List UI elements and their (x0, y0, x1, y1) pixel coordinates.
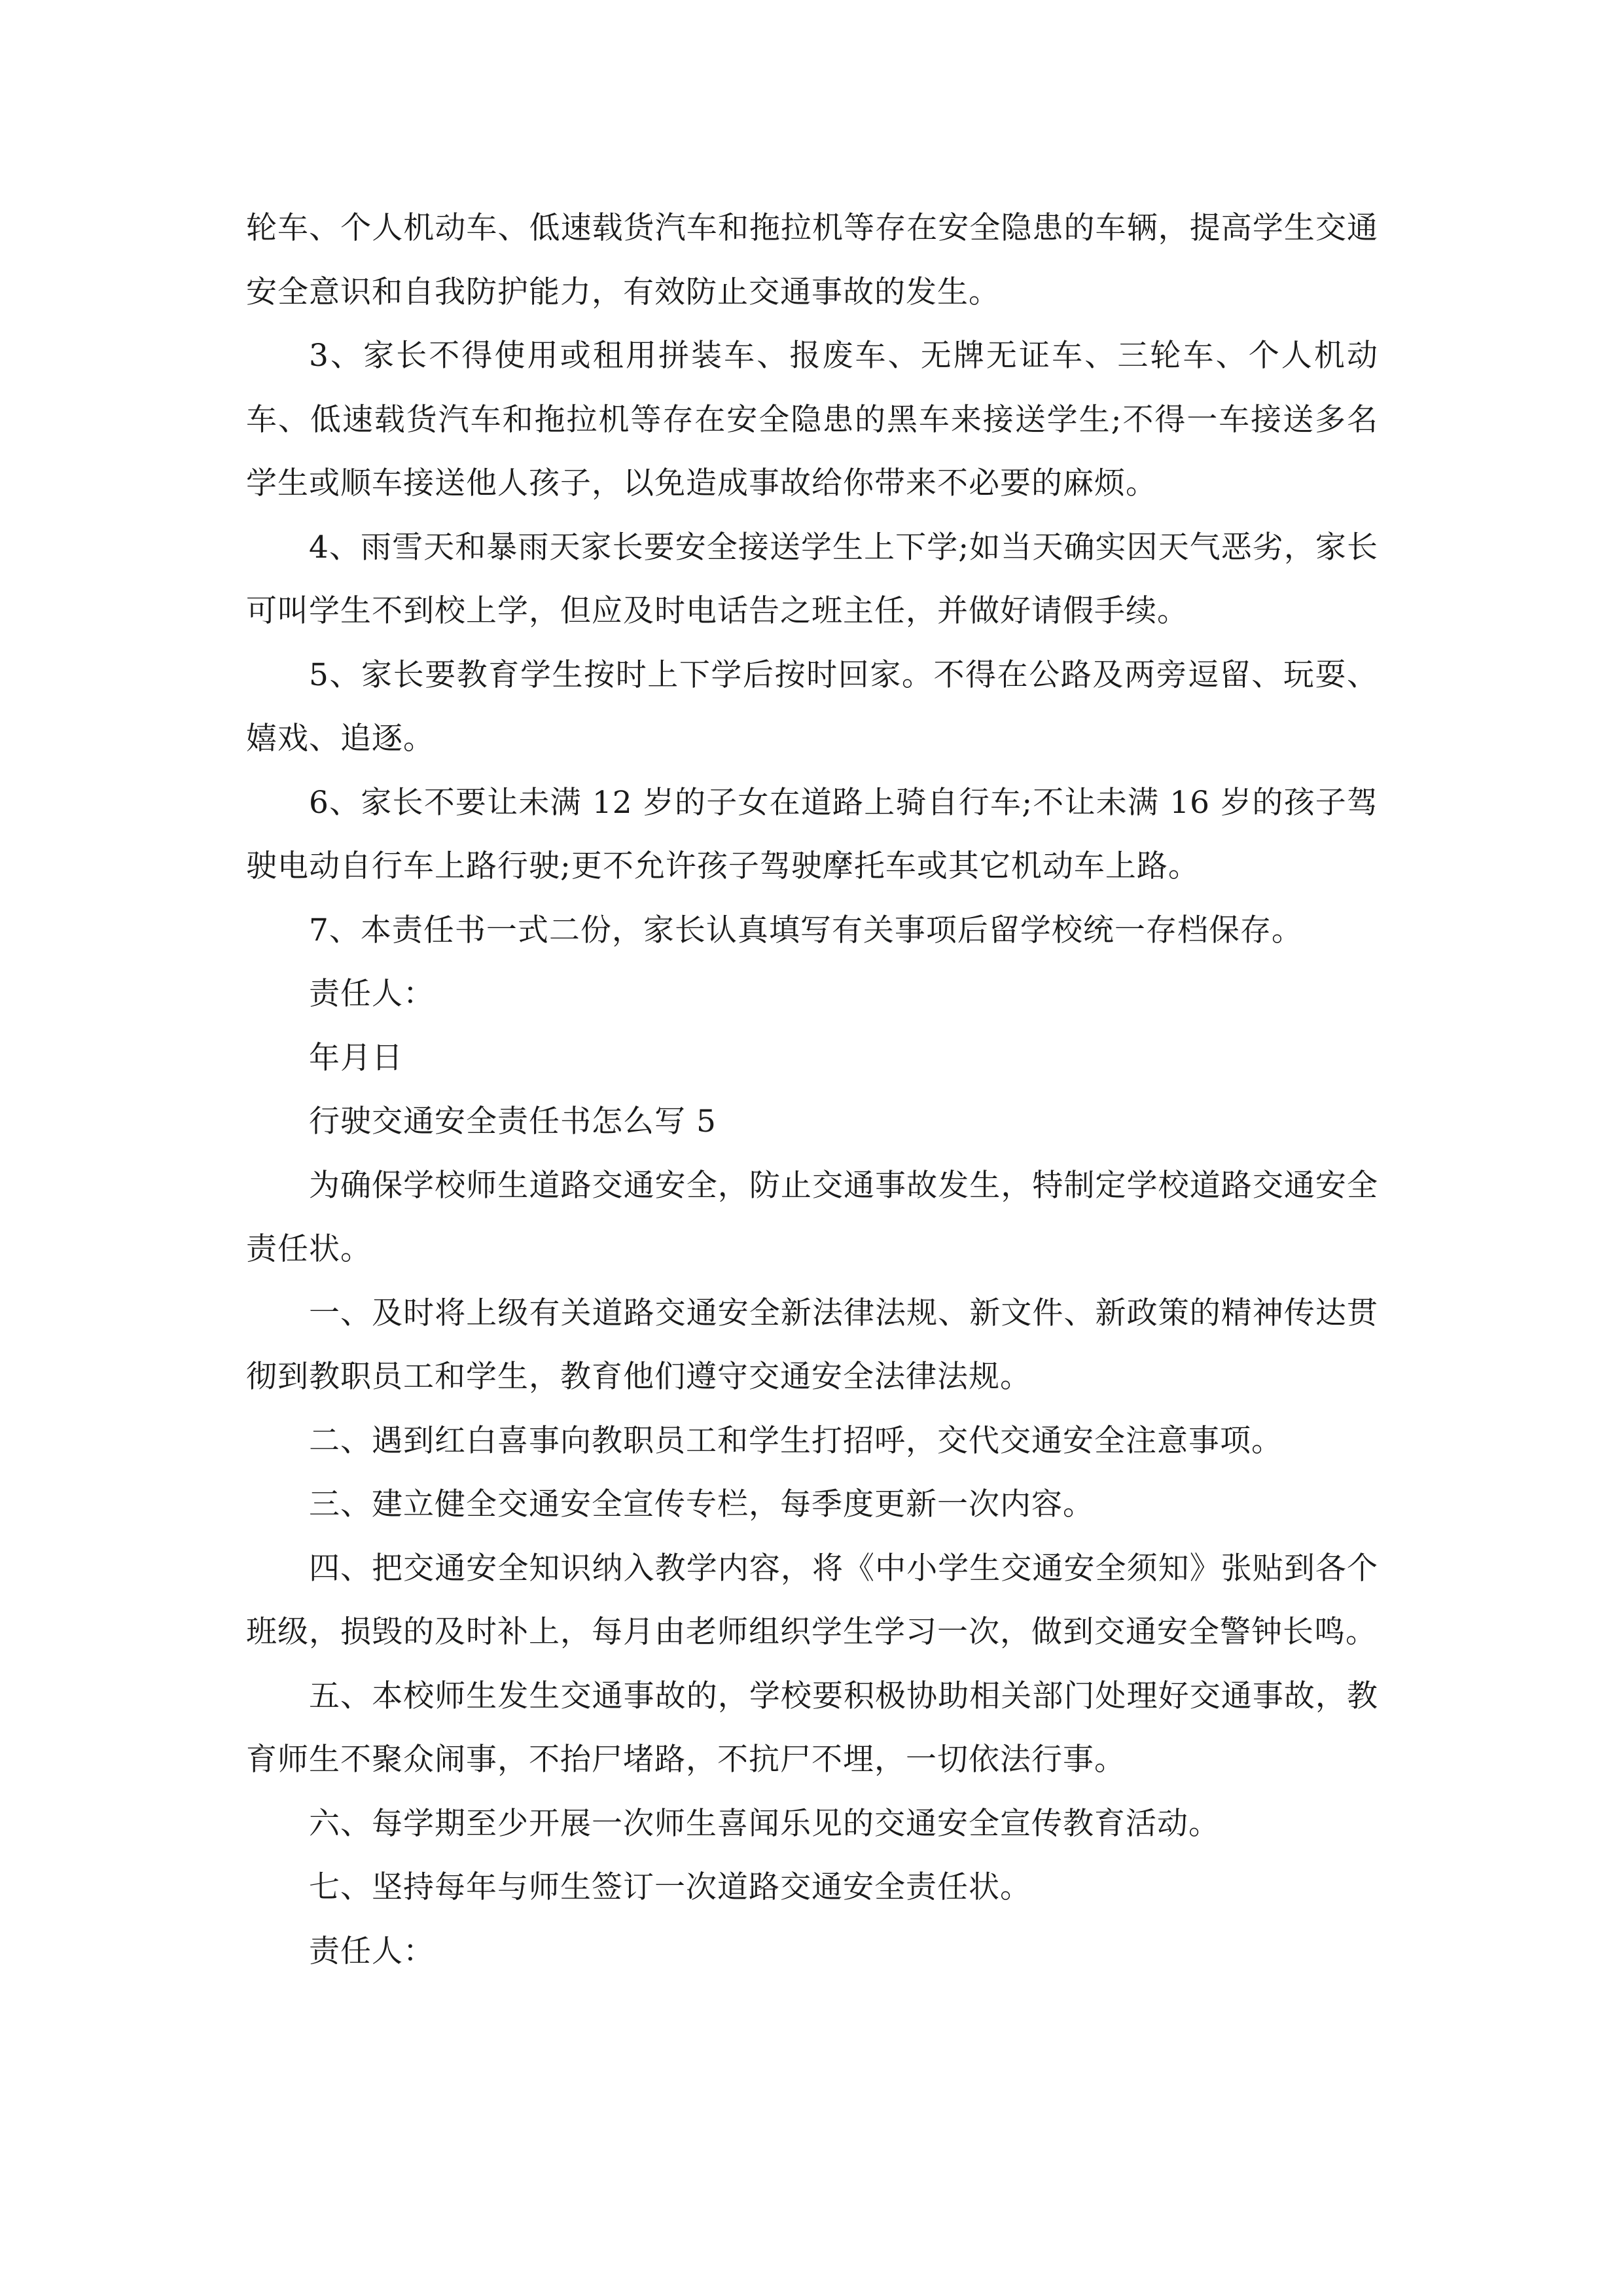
paragraph-clause-2: 二、遇到红白喜事向教职员工和学生打招呼，交代交通安全注意事项。 (309, 1422, 1283, 1459)
paragraph-item-5: 5、家长要教育学生按时上下学后按时回家。不得在公路及两旁逗留、玩耍、嬉戏、追逐。 (246, 656, 1378, 757)
paragraph-clause-1: 一、及时将上级有关道路交通安全新法律法规、新文件、新政策的精神传达贯彻到教职员工和学生，教育他们遵守交通安全法律法规。 (246, 1295, 1378, 1395)
signature-label-2: 责任人： (309, 1933, 435, 1969)
signature-label: 责任人： (309, 976, 435, 1012)
date-label: 年月日 (309, 1039, 403, 1076)
paragraph-item-3: 3、家长不得使用或租用拼装车、报废车、无牌无证车、三轮车、个人机动车、低速载货汽车和拖拉机等存在安全隐患的黑车来接送学生;不得一车接送多名学生或顺车接送他人孩子，以免造成事故给你带来不必要的麻烦。 (246, 338, 1378, 501)
paragraph-clause-7: 七、坚持每年与师生签订一次道路交通安全责任状。 (309, 1869, 1031, 1905)
paragraph-intro: 为确保学校师生道路交通安全，防止交通事故发生，特制定学校道路交通安全责任状。 (246, 1167, 1378, 1267)
section-title: 行驶交通安全责任书怎么写 5 (309, 1103, 717, 1139)
paragraph-clause-6: 六、每学期至少开展一次师生喜闻乐见的交通安全宣传教育活动。 (309, 1805, 1220, 1842)
paragraph-clause-5: 五、本校师生发生交通事故的，学校要积极协助相关部门处理好交通事故，教育师生不聚众闹事，不抬尸堵路，不抗尸不埋，一切依法行事。 (246, 1677, 1378, 1778)
paragraph-clause-4: 四、把交通安全知识纳入教学内容，将《中小学生交通安全须知》张贴到各个班级，损毁的及时补上，每月由老师组织学生学习一次，做到交通安全警钟长鸣。 (246, 1550, 1378, 1650)
paragraph-clause-3: 三、建立健全交通安全宣传专栏，每季度更新一次内容。 (309, 1486, 1094, 1522)
paragraph-item-6: 6、家长不要让未满 12 岁的子女在道路上骑自行车;不让未满 16 岁的孩子驾驶电动自行车上路行驶;更不允许孩子驾驶摩托车或其它机动车上路。 (246, 784, 1378, 884)
document-body (246, 196, 1378, 1983)
paragraph-item-7: 7、本责任书一式二份，家长认真填写有关事项后留学校统一存档保存。 (309, 912, 1303, 948)
paragraph-item-4: 4、雨雪天和暴雨天家长要安全接送学生上下学;如当天确实因天气恶劣，家长可叫学生不到校上学，但应及时电话告之班主任，并做好请假手续。 (246, 529, 1378, 629)
paragraph-continuation: 轮车、个人机动车、低速载货汽车和拖拉机等存在安全隐患的车辆，提高学生交通安全意识和自我防护能力，有效防止交通事故的发生。 (246, 210, 1378, 310)
